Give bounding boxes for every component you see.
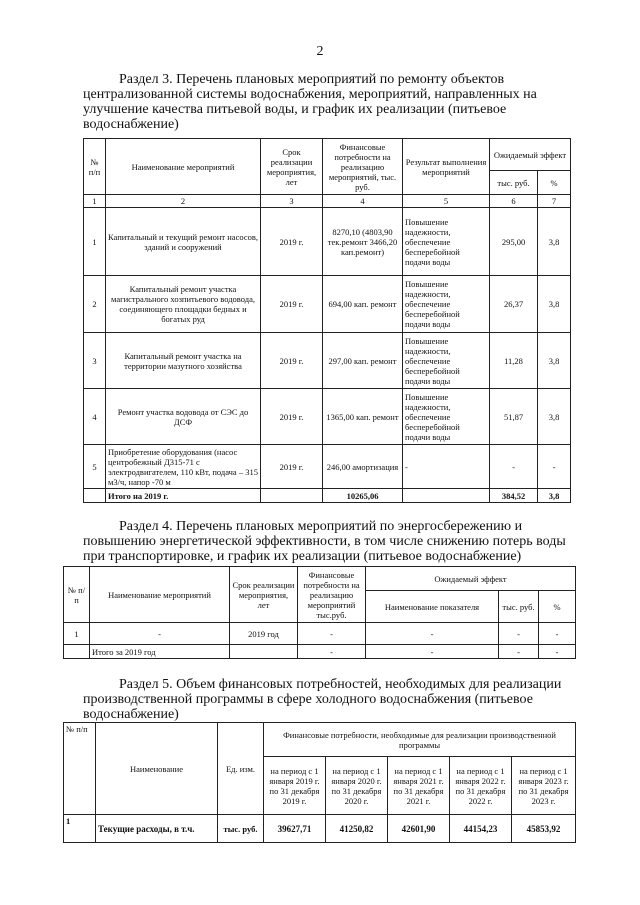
header-term: Срок реализации мероприятия, лет (261, 139, 323, 195)
section3-title-line: централизованной системы водоснабжения, мероприятий, направленных на (83, 87, 537, 102)
row-value: 39627,71 (264, 815, 326, 843)
header-pct: % (539, 591, 576, 623)
header-effect: Ожидаемый эффект (490, 139, 571, 171)
header-period: на период с 1 января 2020 г. по 31 декабря 2020 г. (326, 757, 388, 815)
col-number: 2 (106, 195, 261, 208)
header-name: Наименование мероприятий (106, 139, 261, 195)
row-name: Приобретение оборудования (насос центробежный Д315-71 с электродвигателем, 110 кВт, подача – 315 м3/ч, напор -70 м (106, 445, 261, 489)
total-label: Итого за 2019 год (90, 645, 230, 659)
total-effect-rub: 384,52 (490, 489, 538, 503)
total-row (84, 489, 571, 503)
section4-title (83, 519, 573, 564)
header-num: № п/п (84, 139, 106, 195)
section3-table (83, 138, 571, 503)
row-term: 2019 г. (261, 445, 323, 489)
header-finance: Финансовые потребности на реализацию мероприятий тыс.руб. (298, 567, 366, 623)
header-unit: Ед. изм. (218, 723, 264, 815)
col-number: 5 (403, 195, 490, 208)
col-number: 7 (538, 195, 571, 208)
total-finance: 10265,06 (323, 489, 403, 503)
row-term: 2019 г. (261, 389, 323, 445)
header-name: Наименование (96, 723, 218, 815)
table-row (64, 815, 576, 843)
section3-title (83, 72, 573, 132)
row-name: Текущие расходы, в т.ч. (96, 815, 218, 843)
header-indicator: Наименование показателя (366, 591, 499, 623)
row-num: 5 (84, 445, 106, 489)
row-term: 2019 год (230, 623, 298, 645)
header-period: на период с 1 января 2021 г. по 31 декабря 2021 г. (388, 757, 450, 815)
row-indicator: - (366, 623, 499, 645)
row-num: 3 (84, 333, 106, 389)
section5-table (63, 722, 576, 843)
row-effect-pct: 3,8 (538, 208, 571, 276)
row-unit: тыс. руб. (218, 815, 264, 843)
total-indicator: - (366, 645, 499, 659)
row-num: 2 (84, 276, 106, 333)
table-row (84, 445, 571, 489)
header-effect-rub: тыс. руб. (490, 171, 538, 195)
total-pct: - (539, 645, 576, 659)
row-num: 1 (64, 623, 90, 645)
row-finance: 246,00 амортизация (323, 445, 403, 489)
section4-title-line: при транспортировке, и график их реализации (питьевое водоснабжение) (83, 549, 522, 564)
total-label: Итого на 2019 г. (106, 489, 261, 503)
col-number: 1 (84, 195, 106, 208)
row-effect-pct: 3,8 (538, 389, 571, 445)
row-term: 2019 г. (261, 208, 323, 276)
row-name: Ремонт участка водовода от СЭС до ДСФ (106, 389, 261, 445)
header-period: на период с 1 января 2019 г. по 31 декабря 2019 г. (264, 757, 326, 815)
row-name: Капитальный ремонт участка на территории мазутного хозяйства (106, 333, 261, 389)
header-num: № п/п (64, 723, 96, 815)
row-finance: - (298, 623, 366, 645)
row-effect-rub: 51,87 (490, 389, 538, 445)
col-number: 3 (261, 195, 323, 208)
row-value: 42601,90 (388, 815, 450, 843)
row-name: Капитальный ремонт участка магистрального хозпитьевого водовода, соединяющего площадки бедных и богатых руд (106, 276, 261, 333)
header-period: на период с 1 января 2022 г. по 31 декабря 2022 г. (450, 757, 512, 815)
row-result: Повышение надежности, обеспечение бесперебойной подачи воды (403, 276, 490, 333)
row-effect-pct: - (538, 445, 571, 489)
row-effect-rub: 11,28 (490, 333, 538, 389)
row-effect-rub: 295,00 (490, 208, 538, 276)
row-result: Повышение надежности, обеспечение бесперебойной подачи воды (403, 333, 490, 389)
row-effect-pct: 3,8 (538, 276, 571, 333)
table-row (84, 389, 571, 445)
header-result: Результат выполнения мероприятий (403, 139, 490, 195)
row-finance: 297,00 кап. ремонт (323, 333, 403, 389)
table-row (84, 333, 571, 389)
header-name: Наименование мероприятий (90, 567, 230, 623)
total-finance: - (298, 645, 366, 659)
section3-title-line: улучшение качества питьевой воды, и график их реализации (питьевое (83, 102, 507, 117)
section3-title-line: водоснабжение) (83, 117, 179, 132)
row-pct: - (539, 623, 576, 645)
total-rub: - (499, 645, 539, 659)
page-number: 2 (316, 44, 324, 59)
header-effect: Ожидаемый эффект (366, 567, 576, 591)
total-row (64, 645, 576, 659)
header-finance: Финансовые потребности на реализацию мероприятий, тыс. руб. (323, 139, 403, 195)
header-term: Срок реализации мероприятия, лет (230, 567, 298, 623)
section3-title-line: Раздел 3. Перечень плановых мероприятий по ремонту объектов (119, 72, 505, 87)
row-finance: 694,00 кап. ремонт (323, 276, 403, 333)
row-value: 45853,92 (512, 815, 576, 843)
table-row (64, 623, 576, 645)
row-finance: 8270,10 (4803,90 тек.ремонт 3466,20 кап.ремонт) (323, 208, 403, 276)
row-num: 1 (84, 208, 106, 276)
table-row (84, 276, 571, 333)
table-row (84, 208, 571, 276)
section5-title (83, 677, 573, 722)
header-num: № п/п (64, 567, 90, 623)
section5-title-line: производственной программы в сфере холодного водоснабжения (питьевое (83, 692, 533, 707)
row-name: Капитальный и текущий ремонт насосов, зданий и сооружений (106, 208, 261, 276)
section4-title-line: Раздел 4. Перечень плановых мероприятий по энергосбережению и (119, 519, 523, 534)
section4-title-line: повышению энергетической эффективности, в том числе снижению потерь воды (83, 534, 566, 549)
row-value: 44154,23 (450, 815, 512, 843)
row-result: - (403, 445, 490, 489)
section5-title-line: водоснабжение) (83, 707, 179, 722)
header-finance: Финансовые потребности, необходимые для реализации производственной программы (264, 723, 576, 757)
row-finance: 1365,00 кап. ремонт (323, 389, 403, 445)
row-effect-rub: - (490, 445, 538, 489)
row-result: Повышение надежности, обеспечение бесперебойной подачи воды (403, 389, 490, 445)
header-rub: тыс. руб. (499, 591, 539, 623)
row-term: 2019 г. (261, 333, 323, 389)
section5-title-line: Раздел 5. Объем финансовых потребностей, необходимых для реализации (119, 677, 562, 692)
row-num: 4 (84, 389, 106, 445)
row-num: 1 (64, 815, 96, 843)
header-effect-pct: % (538, 171, 571, 195)
row-value: 41250,82 (326, 815, 388, 843)
header-period: на период с 1 января 2023 г. по 31 декабря 2023 г. (512, 757, 576, 815)
col-number: 6 (490, 195, 538, 208)
row-rub: - (499, 623, 539, 645)
section4-table (63, 566, 576, 659)
col-number: 4 (323, 195, 403, 208)
total-effect-pct: 3,8 (538, 489, 571, 503)
row-term: 2019 г. (261, 276, 323, 333)
row-name: - (90, 623, 230, 645)
row-effect-rub: 26,37 (490, 276, 538, 333)
row-effect-pct: 3,8 (538, 333, 571, 389)
row-result: Повышение надежности, обеспечение бесперебойной подачи воды (403, 208, 490, 276)
